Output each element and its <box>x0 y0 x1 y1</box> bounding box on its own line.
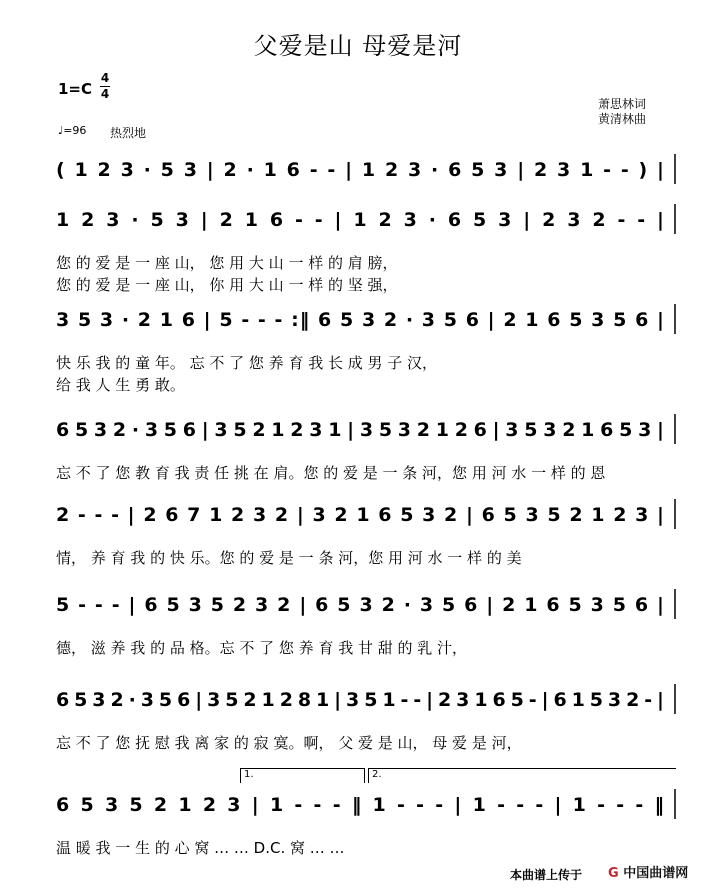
staff-notes <box>0 150 716 190</box>
note-line: 3 5 3 · 2 1 6 | 5 - - - :‖ 6 5 3 2 · 3 5 6 | 2 1 6 5 3 5 6 | <box>56 309 664 331</box>
lyric-line: 给 我 人 生 勇 敢。 <box>56 376 185 394</box>
lyricist: 萧思林词 <box>598 97 647 111</box>
lyric-line: 快 乐 我 的 童 年。 忘 不 了 您 养 育 我 长 成 男 子 汉， <box>56 354 438 372</box>
staff-row <box>0 150 716 190</box>
staff-row <box>0 785 716 825</box>
time-signature <box>100 72 110 101</box>
lyric-line: 忘 不 了 您 抚 慰 我 离 家 的 寂 寞。啊， 父 爱 是 山， 母 爱 是 河， <box>56 734 522 752</box>
staff-notes <box>0 785 716 825</box>
volta-brackets <box>240 768 676 788</box>
staff-notes <box>0 300 716 340</box>
note-line: 6 5 3 5 2 1 2 3 | 1 - - - ‖ 1 - - - | 1 - - - | 1 - - - ‖ <box>56 794 664 816</box>
note-line: 1 2 3 · 5 3 | 2 1 6 - - | 1 2 3 · 6 5 3 | 2 3 2 - - | <box>56 209 664 231</box>
volta-first-label: 1. <box>244 769 254 780</box>
meter-bottom: 4 <box>100 87 110 101</box>
staff-notes <box>0 495 716 535</box>
lyric-line: 您 的 爱 是 一 座 山， 您 用 大 山 一 样 的 肩 膀， <box>56 254 398 272</box>
composer: 黄清林曲 <box>598 112 647 126</box>
staff-row <box>0 200 716 240</box>
note-line: 2 - - - | 2 6 7 1 2 3 2 | 3 2 1 6 5 3 2 | 6 5 3 5 2 1 2 3 | <box>56 504 664 526</box>
staff-row <box>0 585 716 625</box>
note-line: 6 5 3 2 · 3 5 6 | 3 5 2 1 2 3 1 | 3 5 3 2 1 2 6 | 3 5 3 2 1 6 5 3 | <box>56 419 664 441</box>
credits <box>598 97 646 127</box>
volta-first <box>240 768 365 783</box>
note-line: 5 - - - | 6 5 3 5 2 3 2 | 6 5 3 2 · 3 5 6 | 2 1 6 5 3 5 6 | <box>56 594 664 616</box>
staff-row <box>0 410 716 450</box>
footer-text: 本曲谱上传于 <box>510 868 583 882</box>
lyric-line: 情， 养 育 我 的 快 乐。您 的 爱 是 一 条 河，您 用 河 水 一 样 的 美 <box>56 549 522 567</box>
staff-notes <box>0 410 716 450</box>
staff-row <box>0 300 716 340</box>
logo-text: 中国曲谱网 <box>623 866 689 881</box>
tempo: ♩=96 <box>58 124 87 137</box>
logo-mark: G <box>608 866 619 881</box>
meter-top: 4 <box>100 71 110 85</box>
staff-notes <box>0 680 716 720</box>
site-logo <box>608 862 688 881</box>
note-line: 6 5 3 2 · 3 5 6 | 3 5 2 1 2 8 1 | 3 5 1 - - | 2 3 1 6 5 - | 6 1 5 3 2 - | <box>56 689 664 711</box>
lyric-line: 忘 不 了 您 教 育 我 责 任 挑 在 肩。您 的 爱 是 一 条 河，您 用 河 水 一 样 的 恩 <box>56 464 606 482</box>
key-signature: 1=C <box>58 80 93 98</box>
lyric-line: 温 暖 我 一 生 的 心 窝 … … D.C. 窝 … … <box>56 839 345 857</box>
volta-second-label: 2. <box>372 769 382 780</box>
lyric-line: 德， 滋 养 我 的 品 格。忘 不 了 您 养 育 我 甘 甜 的 乳 汁， <box>56 639 468 657</box>
page-title: 父爱是山 母爱是河 <box>253 32 463 60</box>
tempo-marking: 热烈地 <box>110 126 147 140</box>
volta-second <box>368 768 676 783</box>
staff-notes <box>0 200 716 240</box>
staff-row <box>0 680 716 720</box>
staff-notes <box>0 585 716 625</box>
staff-row <box>0 495 716 535</box>
note-line: ( 1 2 3 · 5 3 | 2 · 1 6 - - | 1 2 3 · 6 5 3 | 2 3 1 - - ) | <box>56 159 664 181</box>
lyric-line: 您 的 爱 是 一 座 山， 你 用 大 山 一 样 的 坚 强， <box>56 276 398 294</box>
